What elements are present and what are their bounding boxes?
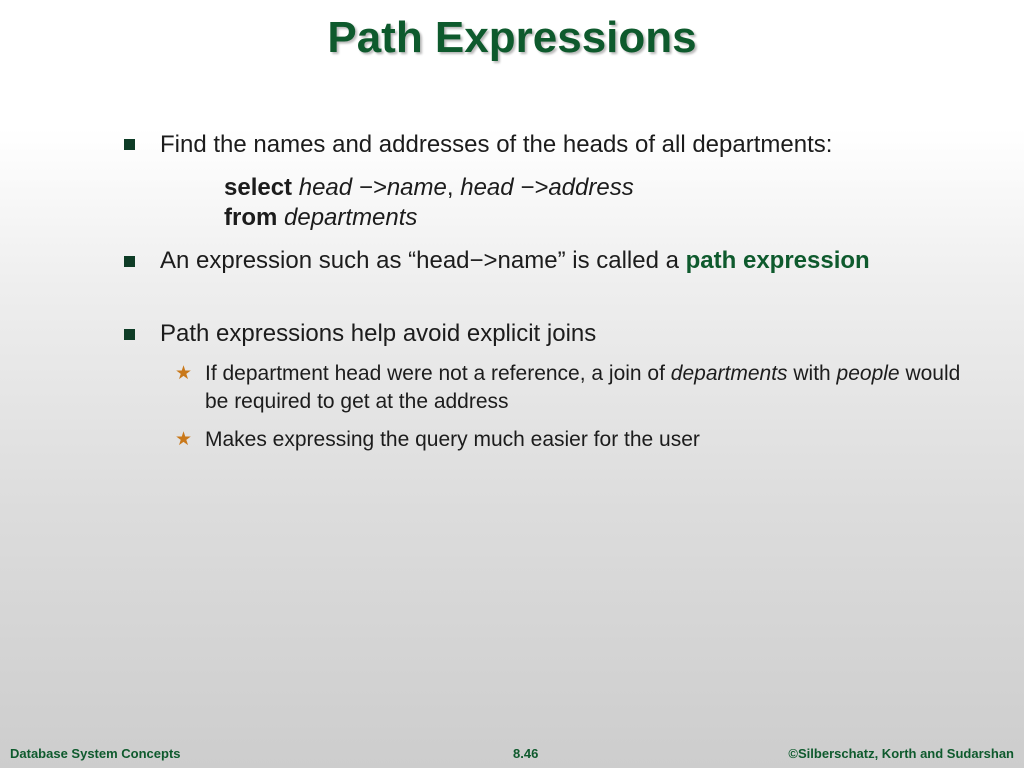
select-keyword: select: [224, 174, 293, 201]
footer-copyright: ©Silberschatz, Korth and Sudarshan: [788, 746, 1014, 761]
path-expression-term: path expression: [685, 247, 870, 274]
square-bullet-icon: [124, 329, 135, 340]
bullet-2-lead: An expression such as “head−>name” is called a: [160, 247, 686, 274]
sub-bullet-2-text: Makes expressing the query much easier for the user: [205, 428, 700, 451]
arrow-operator-2: −>: [513, 174, 549, 201]
query-select-line: [224, 173, 634, 203]
sub-bullet-1-text: [205, 360, 985, 416]
star-bullet-icon: ★: [175, 363, 193, 384]
bullet-1-text: Find the names and addresses of the heads of all departments:: [160, 131, 833, 158]
select-field-address: address: [548, 174, 634, 201]
from-table-departments: departments: [284, 204, 418, 231]
sub-bullet-1-part3: would be required to get at the address: [205, 362, 961, 413]
arrow-operator-1: −>: [352, 174, 387, 201]
sub-bullet-1-part1: If department head were not a reference, a join of: [205, 362, 671, 385]
select-field-head-1: head: [298, 174, 353, 201]
bullet-3-text: Path expressions help avoid explicit joins: [160, 320, 597, 347]
star-bullet-icon: ★: [175, 429, 193, 450]
from-keyword: from: [224, 204, 278, 231]
footer-slide-number: 8.46: [513, 746, 539, 761]
slide-title: Path Expressions: [327, 13, 697, 62]
square-bullet-icon: [124, 256, 135, 267]
query-from-line: [224, 203, 417, 233]
sub-bullet-1-departments: departments: [670, 362, 788, 385]
footer-course-title: Database System Concepts: [10, 746, 181, 761]
square-bullet-icon: [124, 139, 135, 150]
select-comma: ,: [446, 174, 461, 201]
select-field-name: name: [386, 174, 447, 201]
bullet-2-text: [160, 246, 980, 276]
sub-bullet-1-part2: with: [787, 362, 837, 385]
sub-bullet-1-people: people: [836, 362, 900, 385]
select-field-head-2: head: [460, 174, 514, 201]
